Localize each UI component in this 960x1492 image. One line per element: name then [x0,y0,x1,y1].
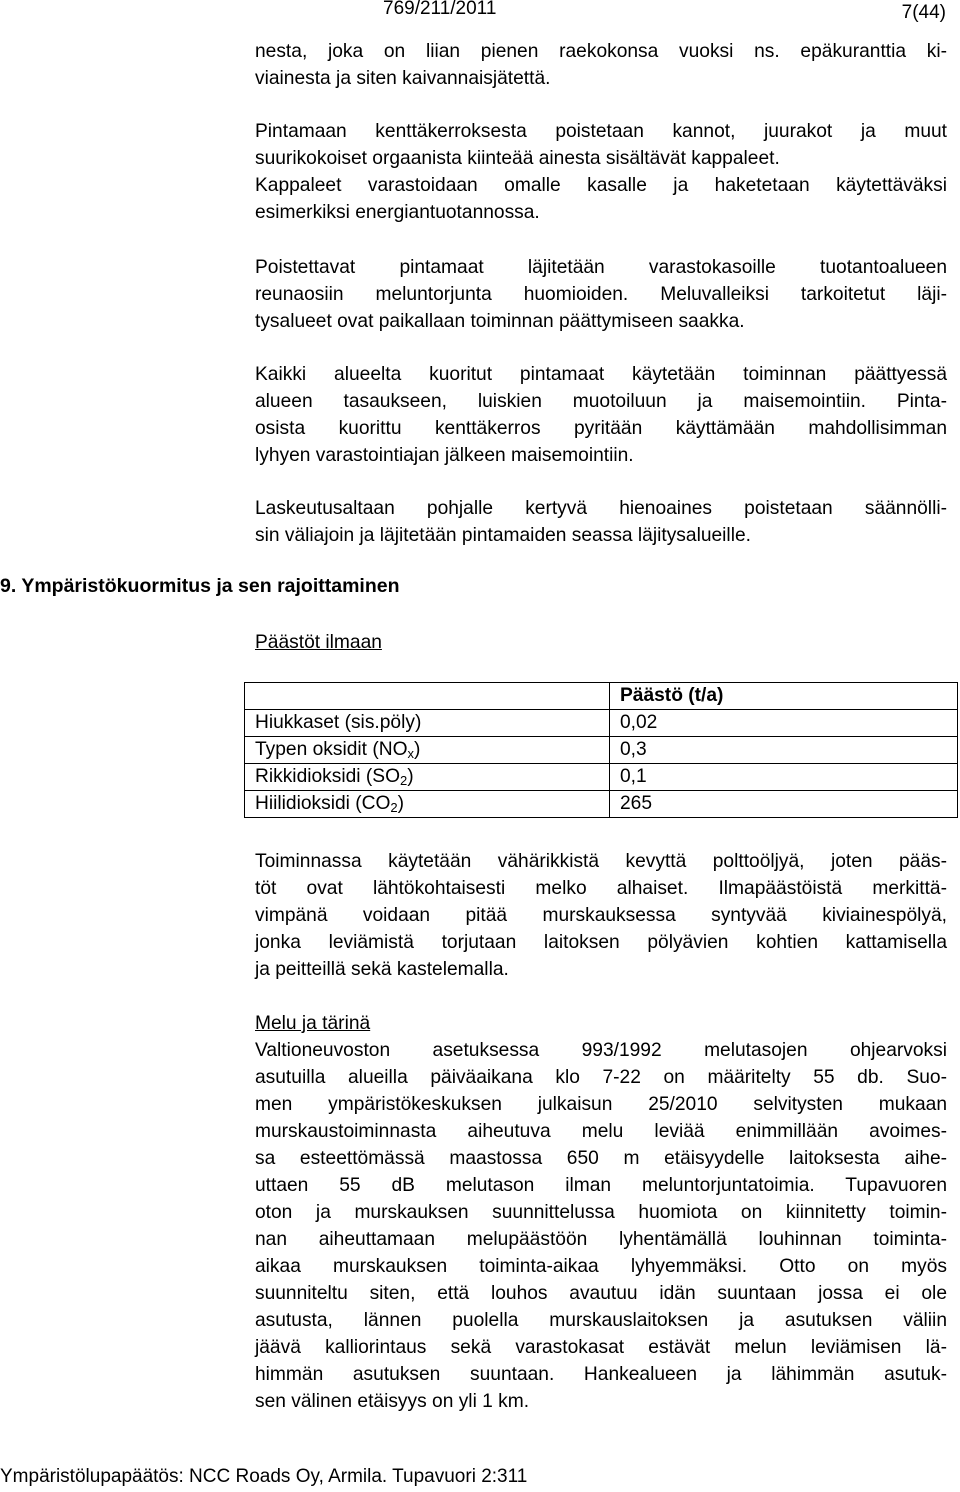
page-header [0,0,960,24]
text-line: nan aiheuttamaan melupäästöön lyhentämällä louhinnan toiminta- [255,1229,947,1250]
text-line: asutuilla alueilla päiväaikana klo 7-22 on määritelty 55 db. Suo- [255,1067,947,1088]
subheading: Melu ja tärinä [255,1013,371,1034]
text-line: lyhyen varastointiajan jälkeen maisemointiin. [255,445,634,466]
text-line: Laskeutusaltaan pohjalle kertyvä hienoaines poistetaan säännölli- [255,498,947,519]
text-line: osista kuorittu kenttäkerros pyritään käyttämään mahdollisimman [255,418,947,439]
paragraph-7 [255,1037,947,1415]
text-line: men ympäristökeskuksen julkaisun 25/2010 selvitysten mukaan [255,1094,947,1115]
subheading-emissions [255,629,947,656]
paragraph-4 [255,361,947,469]
paragraph-6 [255,848,947,983]
emission-value: 0,1 [610,764,958,791]
text-line: Kaikki alueelta kuoritut pintamaat käytetään toiminnan päättyessä [255,364,947,385]
text-line: murskaustoiminnasta aiheutuva melu leviää enimmillään avoimes- [255,1121,947,1142]
emission-name: Hiukkaset (sis.pöly) [245,710,610,737]
text-line: alueen tasaukseen, luiskien muotoiluun ja maisemointiin. Pinta- [255,391,947,412]
table-row [245,737,958,764]
table-column-header: Päästö (t/a) [610,683,958,710]
paragraph-2 [255,118,947,226]
section-heading: 9. Ympäristökuormitus ja sen rajoittaminen [0,575,400,597]
table-row [245,764,958,791]
text-line: esimerkiksi energiantuotannossa. [255,202,540,223]
text-line: sa esteettömässä maastossa 650 m etäisyydelle laitoksesta aihe- [255,1148,947,1169]
emissions-table [244,682,958,818]
table-row [245,710,958,737]
text-line: suunniteltu siten, että louhos avautuu idän suuntaan jossa ei ole [255,1283,947,1304]
emission-value: 265 [610,791,958,818]
text-line: oton ja murskauksen suunnittelussa huomiota on kiinnitetty toimin- [255,1202,947,1223]
text-line: Kappaleet varastoidaan omalle kasalle ja haketetaan käytettäväksi [255,175,947,196]
text-line: jonka leviämistä torjutaan laitoksen pölyävien kohtien kattamisella [255,932,947,953]
text-line: sin väliajoin ja läjitetään pintamaiden seassa läjitysalueille. [255,525,751,546]
emission-value: 0,3 [610,737,958,764]
paragraph-1 [255,38,947,92]
subheading-noise [255,1010,947,1037]
page-number: 7(44) [901,2,946,23]
paragraph-3 [255,254,947,335]
text-line: Poistettavat pintamaat läjitetään varastokasoille tuotantoalueen [255,257,947,278]
emission-value: 0,02 [610,710,958,737]
text-line: Toiminnassa käytetään vähärikkistä kevyttä polttoöljyä, joten pääs- [255,851,947,872]
text-line: Pintamaan kenttäkerroksesta poistetaan kannot, juurakot ja muut [255,121,947,142]
text-line: nesta, joka on liian pienen raekokonsa vuoksi ns. epäkuranttia ki- [255,41,947,62]
table-header-empty [245,683,610,710]
emission-name: Rikkidioksidi $(SO_2)$ [245,764,610,791]
text-line: vimpänä voidaan pitää murskauksessa syntyvää kiviainespölyä, [255,905,947,926]
text-line: aikaa murskauksen toiminta-aikaa lyhyemmäksi. Otto on myös [255,1256,947,1277]
paragraph-5 [255,495,947,549]
text-line: jäävä kalliorintaus sekä varastokasat estävät melun leviämisen lä- [255,1337,947,1358]
text-line: reunaosiin meluntorjunta huomioiden. Meluvalleiksi tarkoitetut läji- [255,284,947,305]
table-row [245,791,958,818]
text-line: suurikokoiset orgaanista kiinteää ainesta sisältävät kappaleet. [255,148,780,169]
text-line: sen välinen etäisyys on yli 1 km. [255,1391,530,1412]
page-footer: Ympäristölupapäätös: NCC Roads Oy, Armila. Tupavuori 2:311 [0,1466,528,1487]
table-header-row [245,683,958,710]
text-line: ja peitteillä sekä kastelemalla. [255,959,509,980]
text-line: himmän asutuksen suuntaan. Hankealueen ja lähimmän asutuk- [255,1364,947,1385]
subheading: Päästöt ilmaan [255,632,382,653]
text-line: asutusta, lännen puolella murskauslaitoksen ja asutuksen väliin [255,1310,947,1331]
document-id: 769/211/2011 [383,0,497,19]
emission-name: Typen oksidit $(NO_x)$ [245,737,610,764]
text-line: töt ovat lähtökohtaisesti melko alhaiset. Ilmapäästöistä merkittä- [255,878,947,899]
text-line: viainesta ja siten kaivannaisjätettä. [255,68,551,89]
emission-name: Hiilidioksidi $(CO_2)$ [245,791,610,818]
text-line: uttaen 55 dB melutason ilman meluntorjuntatoimia. Tupavuoren [255,1175,947,1196]
text-line: Valtioneuvoston asetuksessa 993/1992 melutasojen ohjearvoksi [255,1040,947,1061]
text-line: tysalueet ovat paikallaan toiminnan päättymiseen saakka. [255,311,745,332]
